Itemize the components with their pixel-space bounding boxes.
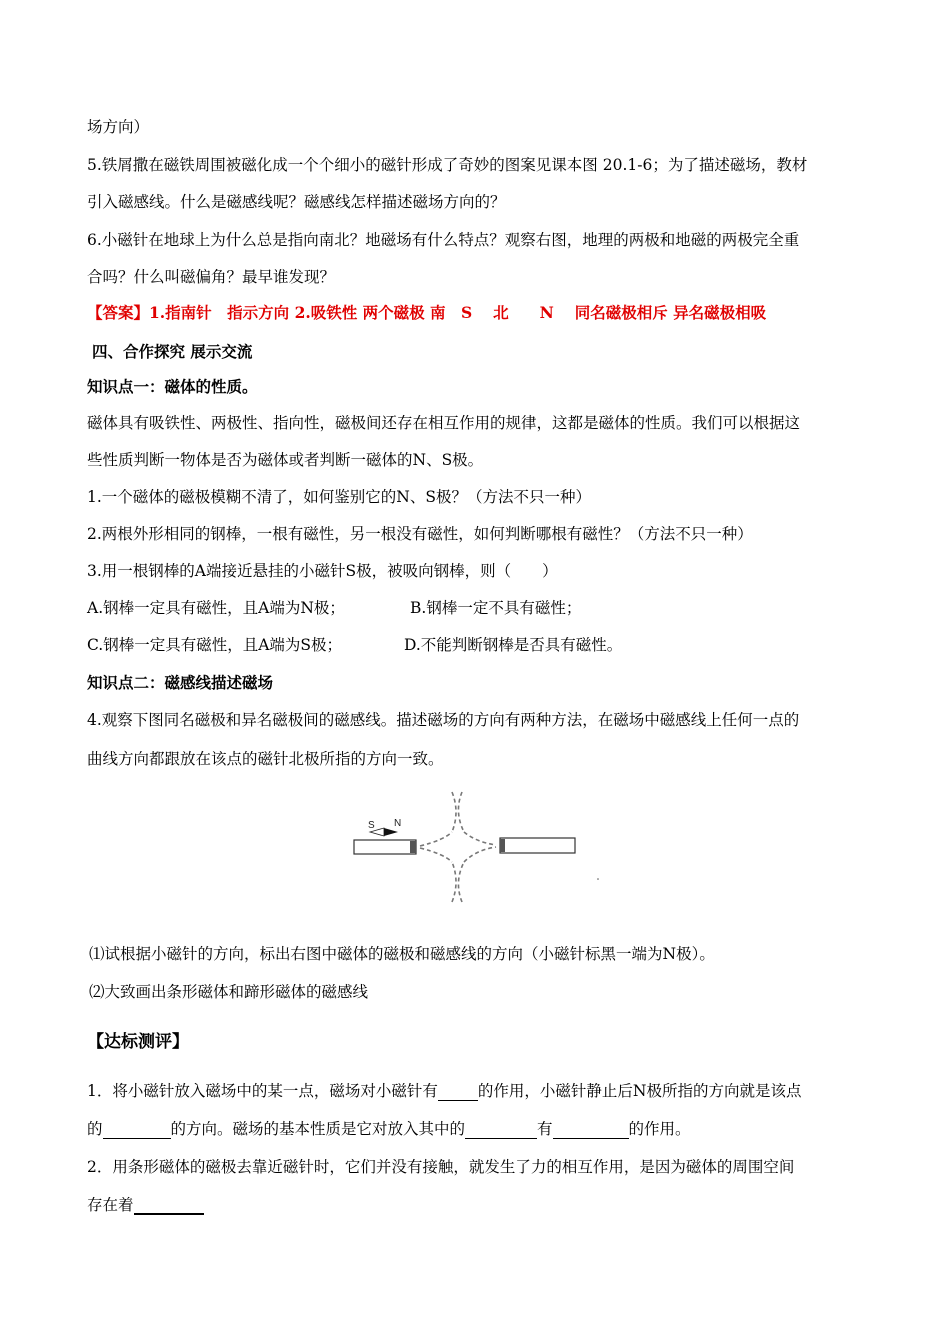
text-segment: 有 [537,1120,553,1138]
answer-blank[interactable] [134,1197,204,1215]
section-heading: 四、合作探究 展示交流 [92,342,253,361]
text-line: 曲线方向都跟放在该点的磁针北极所指的方向一致。 [87,750,444,768]
exercise-2-line-2 [87,1195,204,1215]
question-4: 4.观察下图同名磁极和异名磁极间的磁感线。描述磁场的方向有两种方法，在磁场中磁感线上任何一点的 [87,711,800,729]
text-segment: 的作用，小磁针静止后N极所指的方向就是该点 [477,1082,802,1100]
exercise-2-line-1: 2．用条形磁体的磁极去靠近磁针时，它们并没有接触，就发生了力的相互作用，是因为磁体的周围空间 [87,1158,795,1176]
left-bar-magnet [354,840,416,854]
exercise-1-line-1 [87,1081,801,1101]
knowledge-point-heading: 知识点二：磁感线描述磁场 [87,673,274,692]
answer-blank[interactable] [465,1122,537,1139]
answer-blank[interactable] [553,1122,629,1139]
needle-s-label: S [368,820,375,831]
text-line: 引入磁感线。什么是磁感线呢？磁感线怎样描述磁场方向的？ [87,193,506,211]
text-line: 磁体具有吸铁性、两极性、指向性，磁极间还存在相互作用的规律，这都是磁体的性质。我们可以根据这 [87,414,801,432]
right-bar-magnet [500,838,575,853]
magnet-field-figure [340,790,610,905]
text-segment: 的 [87,1120,103,1138]
question-1: 1.一个磁体的磁极模糊不清了，如何鉴别它的N、S极？（方法不只一种） [87,488,591,506]
question-3: 3.用一根钢棒的A端接近悬挂的小磁针S极，被吸向钢棒，则（ ） [87,562,558,580]
option-a: A.钢棒一定具有磁性，且A端为N极； [87,599,345,617]
field-lines [420,792,496,902]
text-line: 合吗？什么叫磁偏角？最早谁发现？ [87,268,336,286]
option-b: B.钢棒一定不具有磁性； [410,599,582,617]
text-segment: 存在着 [87,1196,134,1214]
option-c: C.钢棒一定具有磁性，且A端为S极； [87,636,343,654]
answer-line: 【答案】1.指南针 指示方向 2.吸铁性 两个磁极 南 S 北 N 同名磁极相斥 异名磁极相吸 [87,303,767,322]
subquestion-2: ⑵大致画出条形磁体和蹄形磁体的磁感线 [89,983,369,1001]
text-segment: 的方向。磁场的基本性质是它对放入其中的 [170,1120,466,1138]
text-line: 场方向） [87,118,150,136]
exercise-1-line-2 [87,1119,691,1139]
question-2: 2.两根外形相同的钢棒，一根有磁性，另一根没有磁性，如何判断哪根有磁性？（方法不只一种） [87,525,753,543]
text-line: 些性质判断一物体是否为磁体或者判断一磁体的N、S极。 [87,451,484,469]
text-line: 5.铁屑撒在磁铁周围被磁化成一个个细小的磁针形成了奇妙的图案见课本图 20.1-6；为了描述磁场，教材 [87,156,808,174]
text-segment: 的作用。 [628,1120,691,1138]
evaluation-heading: 【达标测评】 [87,1032,189,1052]
knowledge-point-heading: 知识点一：磁体的性质。 [87,377,258,396]
option-d: D.不能判断钢棒是否具有磁性。 [404,636,623,654]
answer-blank[interactable] [438,1084,478,1101]
text-line: 6.小磁针在地球上为什么总是指向南北？地磁场有什么特点？观察右图，地理的两极和地磁的两极完全重 [87,231,800,249]
answer-blank[interactable] [103,1122,171,1139]
needle-n-label: N [394,818,402,829]
text-segment: 1．将小磁针放入磁场中的某一点，磁场对小磁针有 [87,1082,438,1100]
subquestion-1: ⑴试根据小磁针的方向，标出右图中磁体的磁极和磁感线的方向（小磁针标黑一端为N极）。 [89,945,715,963]
